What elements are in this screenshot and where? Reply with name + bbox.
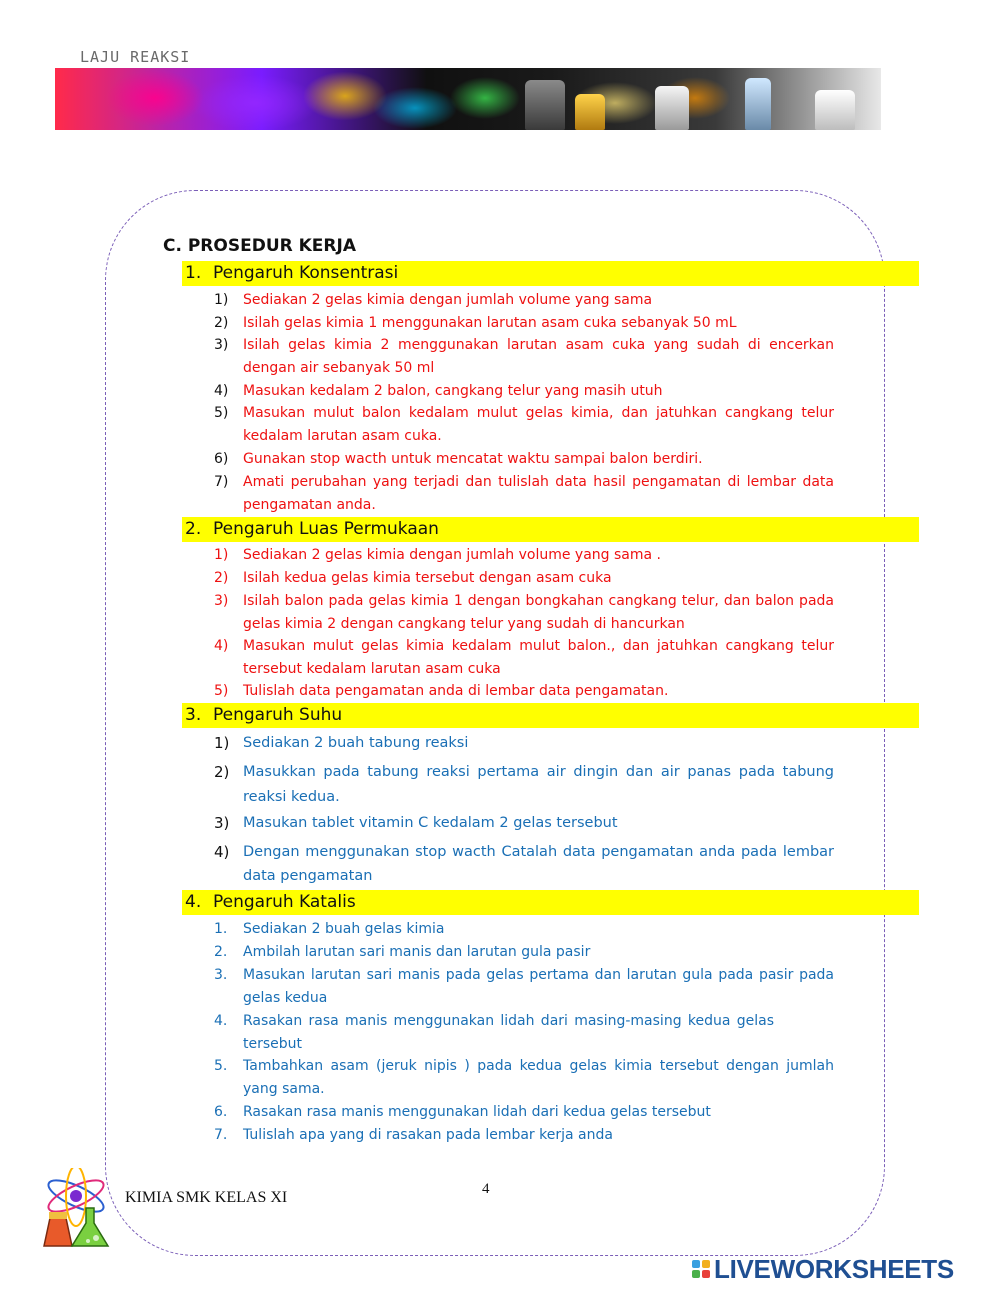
section-heading: C. PROSEDUR KERJA [163, 236, 356, 256]
item-text: Tulislah data pengamatan anda di lembar data pengamatan. [243, 683, 669, 699]
liveworksheets-watermark[interactable] [692, 1254, 992, 1284]
item-text: Amati perubahan yang terjadi dan tulislah data hasil pengamatan di lembar data pengamatan anda. [243, 474, 834, 513]
chemistry-atom-flask-icon [36, 1168, 116, 1250]
item-text: Rasakan rasa manis menggunakan lidah dari masing-masing kedua gelas tersebut [243, 1013, 774, 1052]
item-number: 2) [214, 315, 229, 331]
subsection-title: Pengaruh Suhu [213, 705, 343, 725]
item-text: Sediakan 2 buah gelas kimia [243, 921, 445, 937]
subsection-heading-katalis [182, 890, 919, 915]
item-number: 4. [214, 1013, 228, 1029]
item-text: Ambilah larutan sari manis dan larutan gula pasir [243, 944, 591, 960]
item-text: Masukan larutan sari manis pada gelas pertama dan larutan gula pada pasir pada gelas kedua [243, 967, 834, 1006]
item-number: 2) [214, 570, 229, 586]
item-number: 7) [214, 474, 229, 490]
item-number: 2) [214, 763, 230, 781]
item-number: 3) [214, 593, 229, 609]
item-number: 4) [214, 843, 230, 861]
subsection-title: Pengaruh Konsentrasi [213, 263, 399, 283]
item-number: 7. [214, 1127, 228, 1143]
item-number: 2. [214, 944, 228, 960]
subsection-number: 4. [185, 892, 202, 912]
chemistry-banner-image [55, 68, 881, 130]
item-text: Sediakan 2 gelas kimia dengan jumlah volume yang sama . [243, 547, 661, 563]
item-text: Gunakan stop wacth untuk mencatat waktu sampai balon berdiri. [243, 451, 703, 467]
item-number: 1) [214, 734, 230, 752]
item-text: Isilah gelas kimia 1 menggunakan larutan asam cuka sebanyak 50 mL [243, 315, 737, 331]
subsection-title: Pengaruh Luas Permukaan [213, 519, 439, 539]
subsection-title: Pengaruh Katalis [213, 892, 356, 912]
liveworksheets-logo-icon [692, 1260, 710, 1278]
item-number: 5) [214, 405, 229, 421]
page-number: 4 [482, 1181, 490, 1197]
footer-course-label: KIMIA SMK KELAS XI [125, 1189, 288, 1206]
item-number: 5. [214, 1058, 228, 1074]
item-text: Isilah gelas kimia 2 menggunakan larutan asam cuka yang sudah di encerkan dengan air sebanyak 50 ml [243, 337, 834, 376]
item-text: Tulislah apa yang di rasakan pada lembar kerja anda [243, 1127, 613, 1143]
subsection-number: 2. [185, 519, 202, 539]
item-number: 3) [214, 337, 229, 353]
item-text: Sediakan 2 gelas kimia dengan jumlah volume yang sama [243, 292, 653, 308]
item-text: Masukan mulut gelas kimia kedalam mulut balon., dan jatuhkan cangkang telur tersebut kedalam larutan asam cuka [243, 638, 834, 677]
item-text: Isilah balon pada gelas kimia 1 dengan bongkahan cangkang telur, dan balon pada gelas kimia 2 dengan cangkang telur yang sudah di hancurkan [243, 593, 834, 632]
item-number: 6. [214, 1104, 228, 1120]
item-text: Masukan tablet vitamin C kedalam 2 gelas tersebut [243, 815, 618, 831]
item-text: Isilah kedua gelas kimia tersebut dengan asam cuka [243, 570, 612, 586]
subsection-heading-konsentrasi [182, 261, 919, 286]
item-number: 6) [214, 451, 229, 467]
item-number: 3) [214, 814, 230, 832]
item-number: 4) [214, 638, 229, 654]
item-number: 5) [214, 683, 229, 699]
item-text: Rasakan rasa manis menggunakan lidah dari kedua gelas tersebut [243, 1104, 711, 1120]
item-number: 1. [214, 921, 228, 937]
item-text: Masukan mulut balon kedalam mulut gelas kimia, dan jatuhkan cangkang telur kedalam larutan asam cuka. [243, 405, 834, 444]
item-number: 1) [214, 292, 229, 308]
subsection-number: 3. [185, 705, 202, 725]
item-text: Sediakan 2 buah tabung reaksi [243, 735, 469, 751]
item-number: 4) [214, 383, 229, 399]
item-text: Masukan kedalam 2 balon, cangkang telur yang masih utuh [243, 383, 663, 399]
subsection-number: 1. [185, 263, 202, 283]
header-title: LAJU REAKSI [80, 48, 191, 66]
item-number: 3. [214, 967, 228, 983]
item-text: Tambahkan asam (jeruk nipis ) pada kedua gelas kimia tersebut dengan jumlah yang sama. [243, 1058, 834, 1097]
subsection-heading-luas-permukaan [182, 517, 919, 542]
item-number: 1) [214, 547, 229, 563]
subsection-heading-suhu [182, 703, 919, 728]
liveworksheets-brand: LIVEWORKSHEETS [714, 1253, 954, 1284]
item-text: Masukkan pada tabung reaksi pertama air dingin dan air panas pada tabung reaksi kedua. [243, 764, 834, 805]
item-text: Dengan menggunakan stop wacth Catalah data pengamatan anda pada lembar data pengamatan [243, 844, 834, 884]
